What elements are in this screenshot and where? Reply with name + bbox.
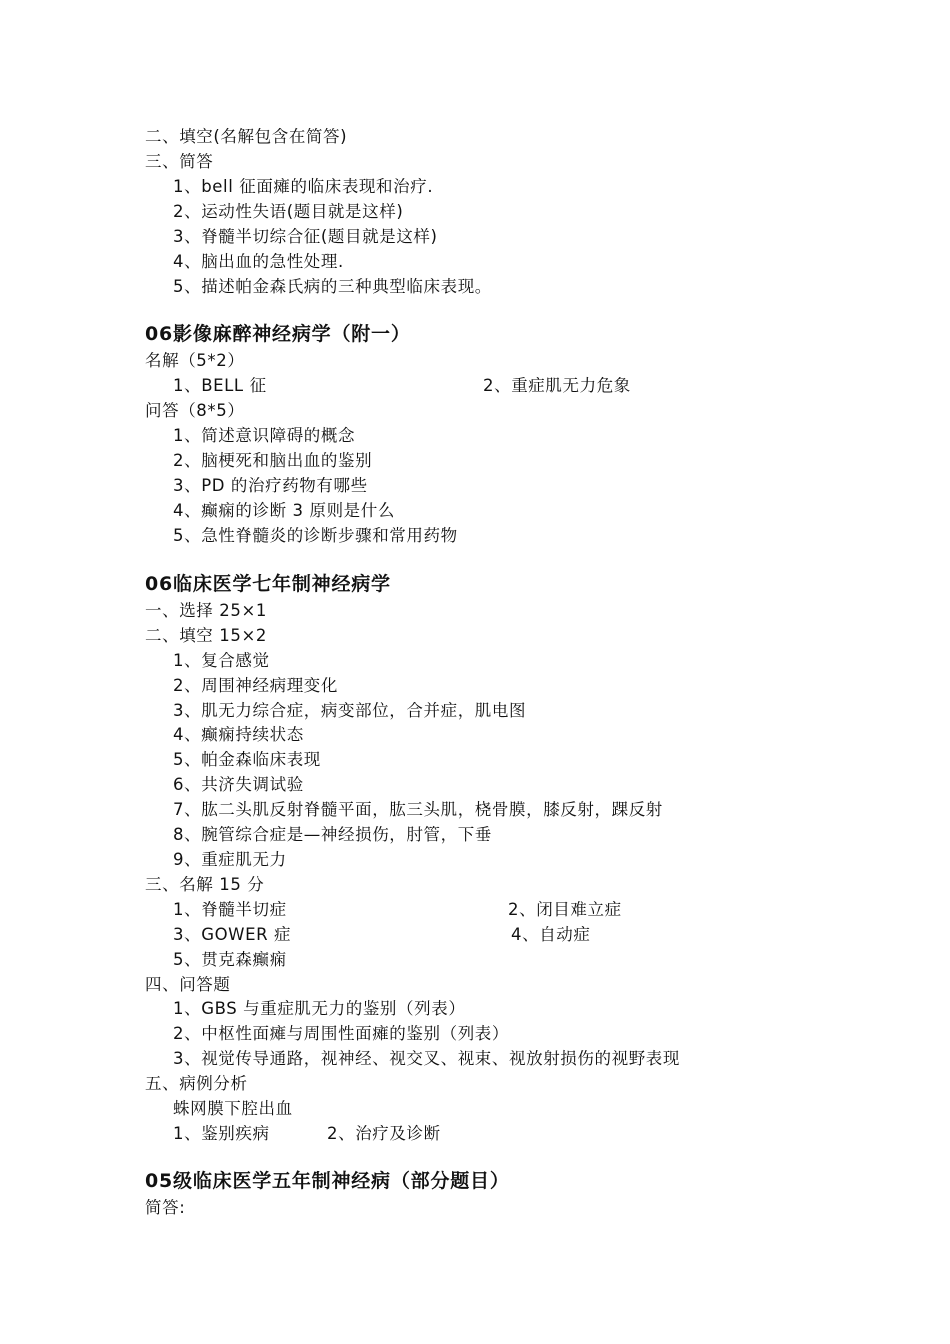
list-item: 8、腕管综合症是—神经损伤，肘管，下垂	[173, 825, 492, 844]
list-item: 3、视觉传导通路，视神经、视交叉、视束、视放射损伤的视野表现	[173, 1049, 680, 1068]
list-item: 2、脑梗死和脑出血的鉴别	[173, 451, 373, 470]
list-item: 2、运动性失语(题目就是这样)	[173, 202, 404, 221]
list-item: 2、闭目难立症	[508, 900, 622, 919]
section-title: 05级临床医学五年制神经病（部分题目）	[145, 1170, 510, 1192]
list-item: 4、自动症	[511, 925, 591, 944]
section-title: 06影像麻醉神经病学（附一）	[145, 323, 411, 345]
list-item: 4、癫痫持续状态	[173, 725, 304, 744]
fill-heading: 二、填空(名解包含在简答)	[145, 127, 348, 146]
list-item: 5、急性脊髓炎的诊断步骤和常用药物	[173, 526, 458, 545]
section-title: 06临床医学七年制神经病学	[145, 573, 391, 595]
list-item: 6、共济失调试验	[173, 775, 304, 794]
list-item: 3、肌无力综合症，病变部位，合并症，肌电图	[173, 701, 527, 720]
list-item: 2、重症肌无力危象	[483, 376, 631, 395]
list-item: 7、肱二头肌反射脊髓平面，肱三头肌，桡骨膜，膝反射，踝反射	[173, 800, 663, 819]
term-heading: 三、名解 15 分	[145, 875, 265, 894]
case-title: 蛛网膜下腔出血	[173, 1099, 293, 1118]
choice-heading: 一、选择 25×1	[145, 601, 267, 620]
term-heading: 名解（5*2）	[145, 351, 245, 370]
case-heading: 五、病例分析	[145, 1074, 248, 1093]
qa-heading: 四、问答题	[145, 975, 231, 994]
list-item: 5、贯克森癫痫	[173, 950, 287, 969]
list-item: 1、鉴别疾病	[173, 1124, 270, 1143]
list-item: 1、脊髓半切症	[173, 900, 287, 919]
short-answer-heading: 简答:	[145, 1198, 186, 1217]
fill-heading: 二、填空 15×2	[145, 626, 267, 645]
list-item: 5、帕金森临床表现	[173, 750, 321, 769]
list-item: 1、bell 征面瘫的临床表现和治疗.	[173, 177, 434, 196]
list-item: 4、脑出血的急性处理.	[173, 252, 344, 271]
short-answer-heading: 三、简答	[145, 152, 214, 171]
list-item: 9、重症肌无力	[173, 850, 287, 869]
list-item: 2、治疗及诊断	[327, 1124, 441, 1143]
list-item: 1、简述意识障碍的概念	[173, 426, 356, 445]
qa-heading: 问答（8*5）	[145, 401, 245, 420]
list-item: 1、复合感觉	[173, 651, 270, 670]
list-item: 4、癫痫的诊断 3 原则是什么	[173, 501, 395, 520]
list-item: 3、脊髓半切综合征(题目就是这样)	[173, 227, 438, 246]
list-item: 2、周围神经病理变化	[173, 676, 338, 695]
list-item: 5、描述帕金森氏病的三种典型临床表现。	[173, 277, 492, 296]
list-item: 3、PD 的治疗药物有哪些	[173, 476, 368, 495]
list-item: 3、GOWER 症	[173, 925, 292, 944]
list-item: 2、中枢性面瘫与周围性面瘫的鉴别（列表）	[173, 1024, 509, 1043]
list-item: 1、GBS 与重症肌无力的鉴别（列表）	[173, 999, 466, 1018]
list-item: 1、BELL 征	[173, 376, 267, 395]
